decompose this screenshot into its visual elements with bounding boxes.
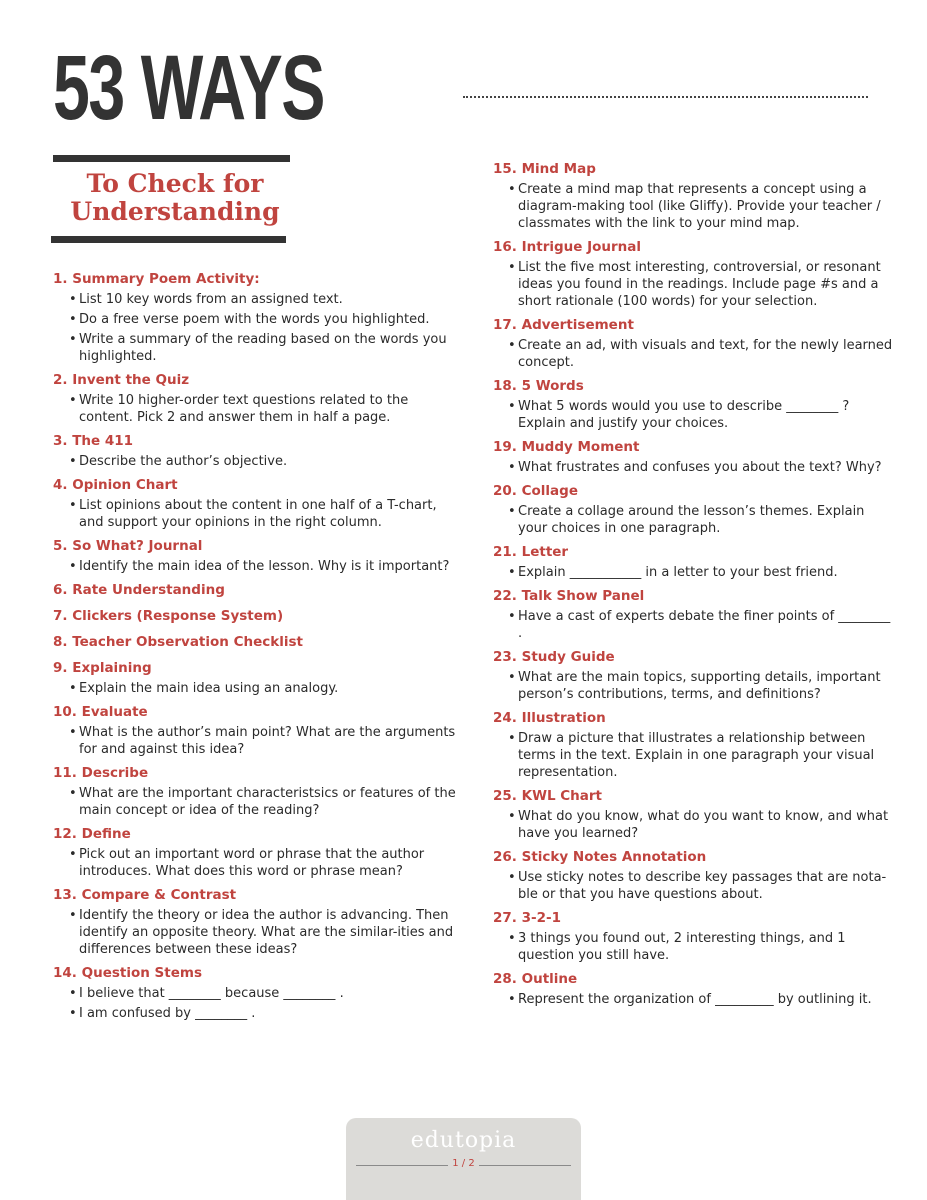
strategy-bullet-text: Represent the organization of _________ by outlining it.: [518, 992, 872, 1007]
strategy-bullet: [53, 846, 458, 880]
strategy-title: 14. Question Stems: [53, 965, 202, 981]
strategy-title: 7. Clickers (Response System): [53, 608, 284, 624]
strategy-bullet: [493, 869, 893, 903]
subtitle-line-1: To Check for: [86, 169, 264, 198]
strategy-bullets: [493, 398, 893, 432]
title-rule-bottom: [51, 236, 286, 243]
strategy-title: 10. Evaluate: [53, 704, 148, 720]
strategy-bullet: [53, 331, 458, 365]
strategy-bullet-text: What are the main topics, supporting details, important person’s contributions, terms, and definitions?: [518, 670, 881, 702]
edutopia-logo: edutopia: [410, 1128, 517, 1153]
strategy-item: [493, 709, 893, 781]
strategy-item: [53, 476, 458, 531]
strategy-bullet-text: What 5 words would you use to describe ________ ? Explain and justify your choices.: [518, 399, 850, 431]
strategy-bullet-text: Identify the main idea of the lesson. Why is it important?: [79, 559, 450, 574]
strategy-item: [493, 377, 893, 432]
strategy-bullet: [53, 680, 458, 697]
strategy-bullet: [493, 669, 893, 703]
strategy-title: 26. Sticky Notes Annotation: [493, 849, 707, 865]
strategy-bullets: [53, 453, 458, 470]
strategy-bullet-text: List 10 key words from an assigned text.: [79, 292, 343, 307]
strategy-item: [53, 581, 458, 599]
strategy-bullet: [493, 459, 893, 476]
strategy-title: 6. Rate Understanding: [53, 582, 225, 598]
strategy-bullet-text: I believe that ________ because ________ .: [79, 986, 344, 1001]
strategy-title: 20. Collage: [493, 483, 578, 499]
strategy-item: [493, 909, 893, 964]
strategy-bullets: [53, 291, 458, 365]
strategy-bullet: [53, 453, 458, 470]
strategy-bullet-text: Draw a picture that illustrates a relationship between terms in the text. Explain in one paragraph your visual representation.: [518, 731, 875, 780]
strategy-bullet: [53, 785, 458, 819]
strategy-bullet-text: Explain the main idea using an analogy.: [79, 681, 339, 696]
strategy-bullets: [493, 930, 893, 964]
strategy-bullet-text: Have a cast of experts debate the finer points of ________ .: [518, 609, 891, 641]
strategy-title: 13. Compare & Contrast: [53, 887, 237, 903]
strategy-item: [53, 703, 458, 758]
strategy-bullets: [493, 564, 893, 581]
strategy-item: [53, 886, 458, 958]
dotted-divider: [463, 96, 868, 98]
strategy-bullet: [493, 181, 893, 232]
strategy-bullets: [493, 669, 893, 703]
strategy-title: 2. Invent the Quiz: [53, 372, 190, 388]
strategy-bullet-text: Pick out an important word or phrase that the author introduces. What does this word or phrase mean?: [79, 847, 425, 879]
strategy-item: [493, 587, 893, 642]
strategy-bullet-text: Create an ad, with visuals and text, for the newly learned concept.: [518, 338, 893, 370]
strategy-bullet-text: What is the author’s main point? What are the arguments for and against this idea?: [79, 725, 456, 757]
strategy-bullet: [493, 503, 893, 537]
page-number: 1 / 2: [452, 1158, 475, 1169]
strategy-item: [53, 371, 458, 426]
strategy-bullets: [493, 259, 893, 310]
page-title: 53 WAYS: [53, 37, 324, 139]
strategy-item: [493, 787, 893, 842]
strategy-title: 17. Advertisement: [493, 317, 634, 333]
strategy-title: 28. Outline: [493, 971, 578, 987]
strategy-item: [53, 270, 458, 365]
strategy-title: 15. Mind Map: [493, 161, 596, 177]
strategy-bullet: [493, 730, 893, 781]
strategy-bullet: [53, 291, 458, 308]
strategy-bullets: [53, 846, 458, 880]
strategy-item: [493, 160, 893, 232]
right-column: [493, 160, 893, 1014]
strategy-bullet-text: Write 10 higher-order text questions related to the content. Pick 2 and answer them in half a page.: [79, 393, 409, 425]
footer-rule-right: [479, 1165, 571, 1166]
strategy-bullets: [53, 785, 458, 819]
strategy-title: 16. Intrigue Journal: [493, 239, 642, 255]
strategy-bullet-text: Identify the theory or idea the author is advancing. Then identify an opposite theory. What are the similar-ities and differences between these ideas?: [79, 908, 454, 957]
strategy-bullets: [493, 808, 893, 842]
footer: [346, 1118, 581, 1200]
strategy-title: 5. So What? Journal: [53, 538, 203, 554]
strategy-item: [53, 659, 458, 697]
strategy-item: [53, 633, 458, 651]
strategy-bullet: [493, 398, 893, 432]
strategy-bullet-text: Explain ___________ in a letter to your best friend.: [518, 565, 838, 580]
strategy-title: 3. The 411: [53, 433, 134, 449]
page-subtitle: [60, 170, 290, 226]
strategy-item: [493, 238, 893, 310]
strategy-bullet: [53, 985, 458, 1002]
strategy-bullet: [493, 564, 893, 581]
strategy-bullet: [53, 497, 458, 531]
strategy-bullet: [53, 392, 458, 426]
strategy-bullet-text: 3 things you found out, 2 interesting things, and 1 question you still have.: [518, 931, 846, 963]
strategy-item: [53, 537, 458, 575]
strategy-bullet: [493, 259, 893, 310]
strategy-bullet: [493, 337, 893, 371]
strategy-bullet-text: Write a summary of the reading based on the words you highlighted.: [79, 332, 447, 364]
strategy-bullets: [493, 991, 893, 1008]
strategy-bullets: [493, 608, 893, 642]
strategy-bullet: [53, 724, 458, 758]
strategy-bullets: [493, 503, 893, 537]
strategy-bullets: [53, 392, 458, 426]
subtitle-line-2: Understanding: [70, 197, 280, 226]
strategy-bullet-text: Do a free verse poem with the words you highlighted.: [79, 312, 430, 327]
strategy-bullet: [53, 311, 458, 328]
strategy-bullets: [493, 337, 893, 371]
strategy-item: [53, 964, 458, 1022]
strategy-bullets: [53, 680, 458, 697]
strategy-bullets: [53, 724, 458, 758]
strategy-title: 24. Illustration: [493, 710, 606, 726]
strategy-item: [493, 848, 893, 903]
strategy-title: 12. Define: [53, 826, 131, 842]
title-rule-top: [53, 155, 290, 162]
strategy-bullets: [53, 907, 458, 958]
strategy-item: [53, 825, 458, 880]
strategy-bullet-text: Create a collage around the lesson’s themes. Explain your choices in one paragraph.: [518, 504, 865, 536]
strategy-title: 4. Opinion Chart: [53, 477, 178, 493]
strategy-bullet: [53, 1005, 458, 1022]
strategy-item: [493, 482, 893, 537]
strategy-item: [493, 970, 893, 1008]
strategy-bullets: [493, 869, 893, 903]
strategy-bullet: [53, 907, 458, 958]
strategy-bullet-text: Describe the author’s objective.: [79, 454, 288, 469]
strategy-item: [493, 438, 893, 476]
strategy-title: 1. Summary Poem Activity:: [53, 271, 260, 287]
strategy-title: 25. KWL Chart: [493, 788, 603, 804]
strategy-item: [53, 432, 458, 470]
strategy-title: 21. Letter: [493, 544, 569, 560]
strategy-bullet-text: What are the important characteristsics or features of the main concept or idea of the reading?: [79, 786, 456, 818]
strategy-bullets: [493, 459, 893, 476]
strategy-title: 19. Muddy Moment: [493, 439, 640, 455]
strategy-bullet-text: I am confused by ________ .: [79, 1006, 256, 1021]
strategy-bullets: [53, 558, 458, 575]
strategy-item: [53, 764, 458, 819]
strategy-item: [53, 607, 458, 625]
strategy-bullets: [53, 985, 458, 1022]
strategy-bullet: [493, 930, 893, 964]
strategy-bullet: [493, 608, 893, 642]
strategy-title: 23. Study Guide: [493, 649, 615, 665]
strategy-title: 9. Explaining: [53, 660, 152, 676]
left-column: [53, 270, 458, 1028]
strategy-bullet: [493, 991, 893, 1008]
strategy-item: [493, 648, 893, 703]
strategy-title: 8. Teacher Observation Checklist: [53, 634, 303, 650]
strategy-item: [493, 316, 893, 371]
strategy-bullet: [53, 558, 458, 575]
strategy-bullet: [493, 808, 893, 842]
strategy-bullets: [493, 730, 893, 781]
strategy-bullet-text: List the five most interesting, controversial, or resonant ideas you found in the readings. Include page #s and a short rationale (100 words) for your selection.: [518, 260, 881, 309]
strategy-bullet-text: What do you know, what do you want to know, and what have you learned?: [518, 809, 889, 841]
strategy-bullet-text: Use sticky notes to describe key passages that are nota-ble or that you have questions about.: [518, 870, 887, 902]
strategy-bullets: [493, 181, 893, 232]
strategy-bullet-text: What frustrates and confuses you about the text? Why?: [518, 460, 882, 475]
strategy-item: [493, 543, 893, 581]
strategy-bullet-text: Create a mind map that represents a concept using a diagram-making tool (like Gliffy). Provide your teacher / classmates with the link to your mind map.: [518, 182, 881, 231]
strategy-title: 27. 3-2-1: [493, 910, 562, 926]
strategy-bullet-text: List opinions about the content in one half of a T-chart, and support your opinions in the right column.: [79, 498, 437, 530]
strategy-title: 22. Talk Show Panel: [493, 588, 645, 604]
strategy-title: 18. 5 Words: [493, 378, 584, 394]
strategy-title: 11. Describe: [53, 765, 149, 781]
strategy-bullets: [53, 497, 458, 531]
